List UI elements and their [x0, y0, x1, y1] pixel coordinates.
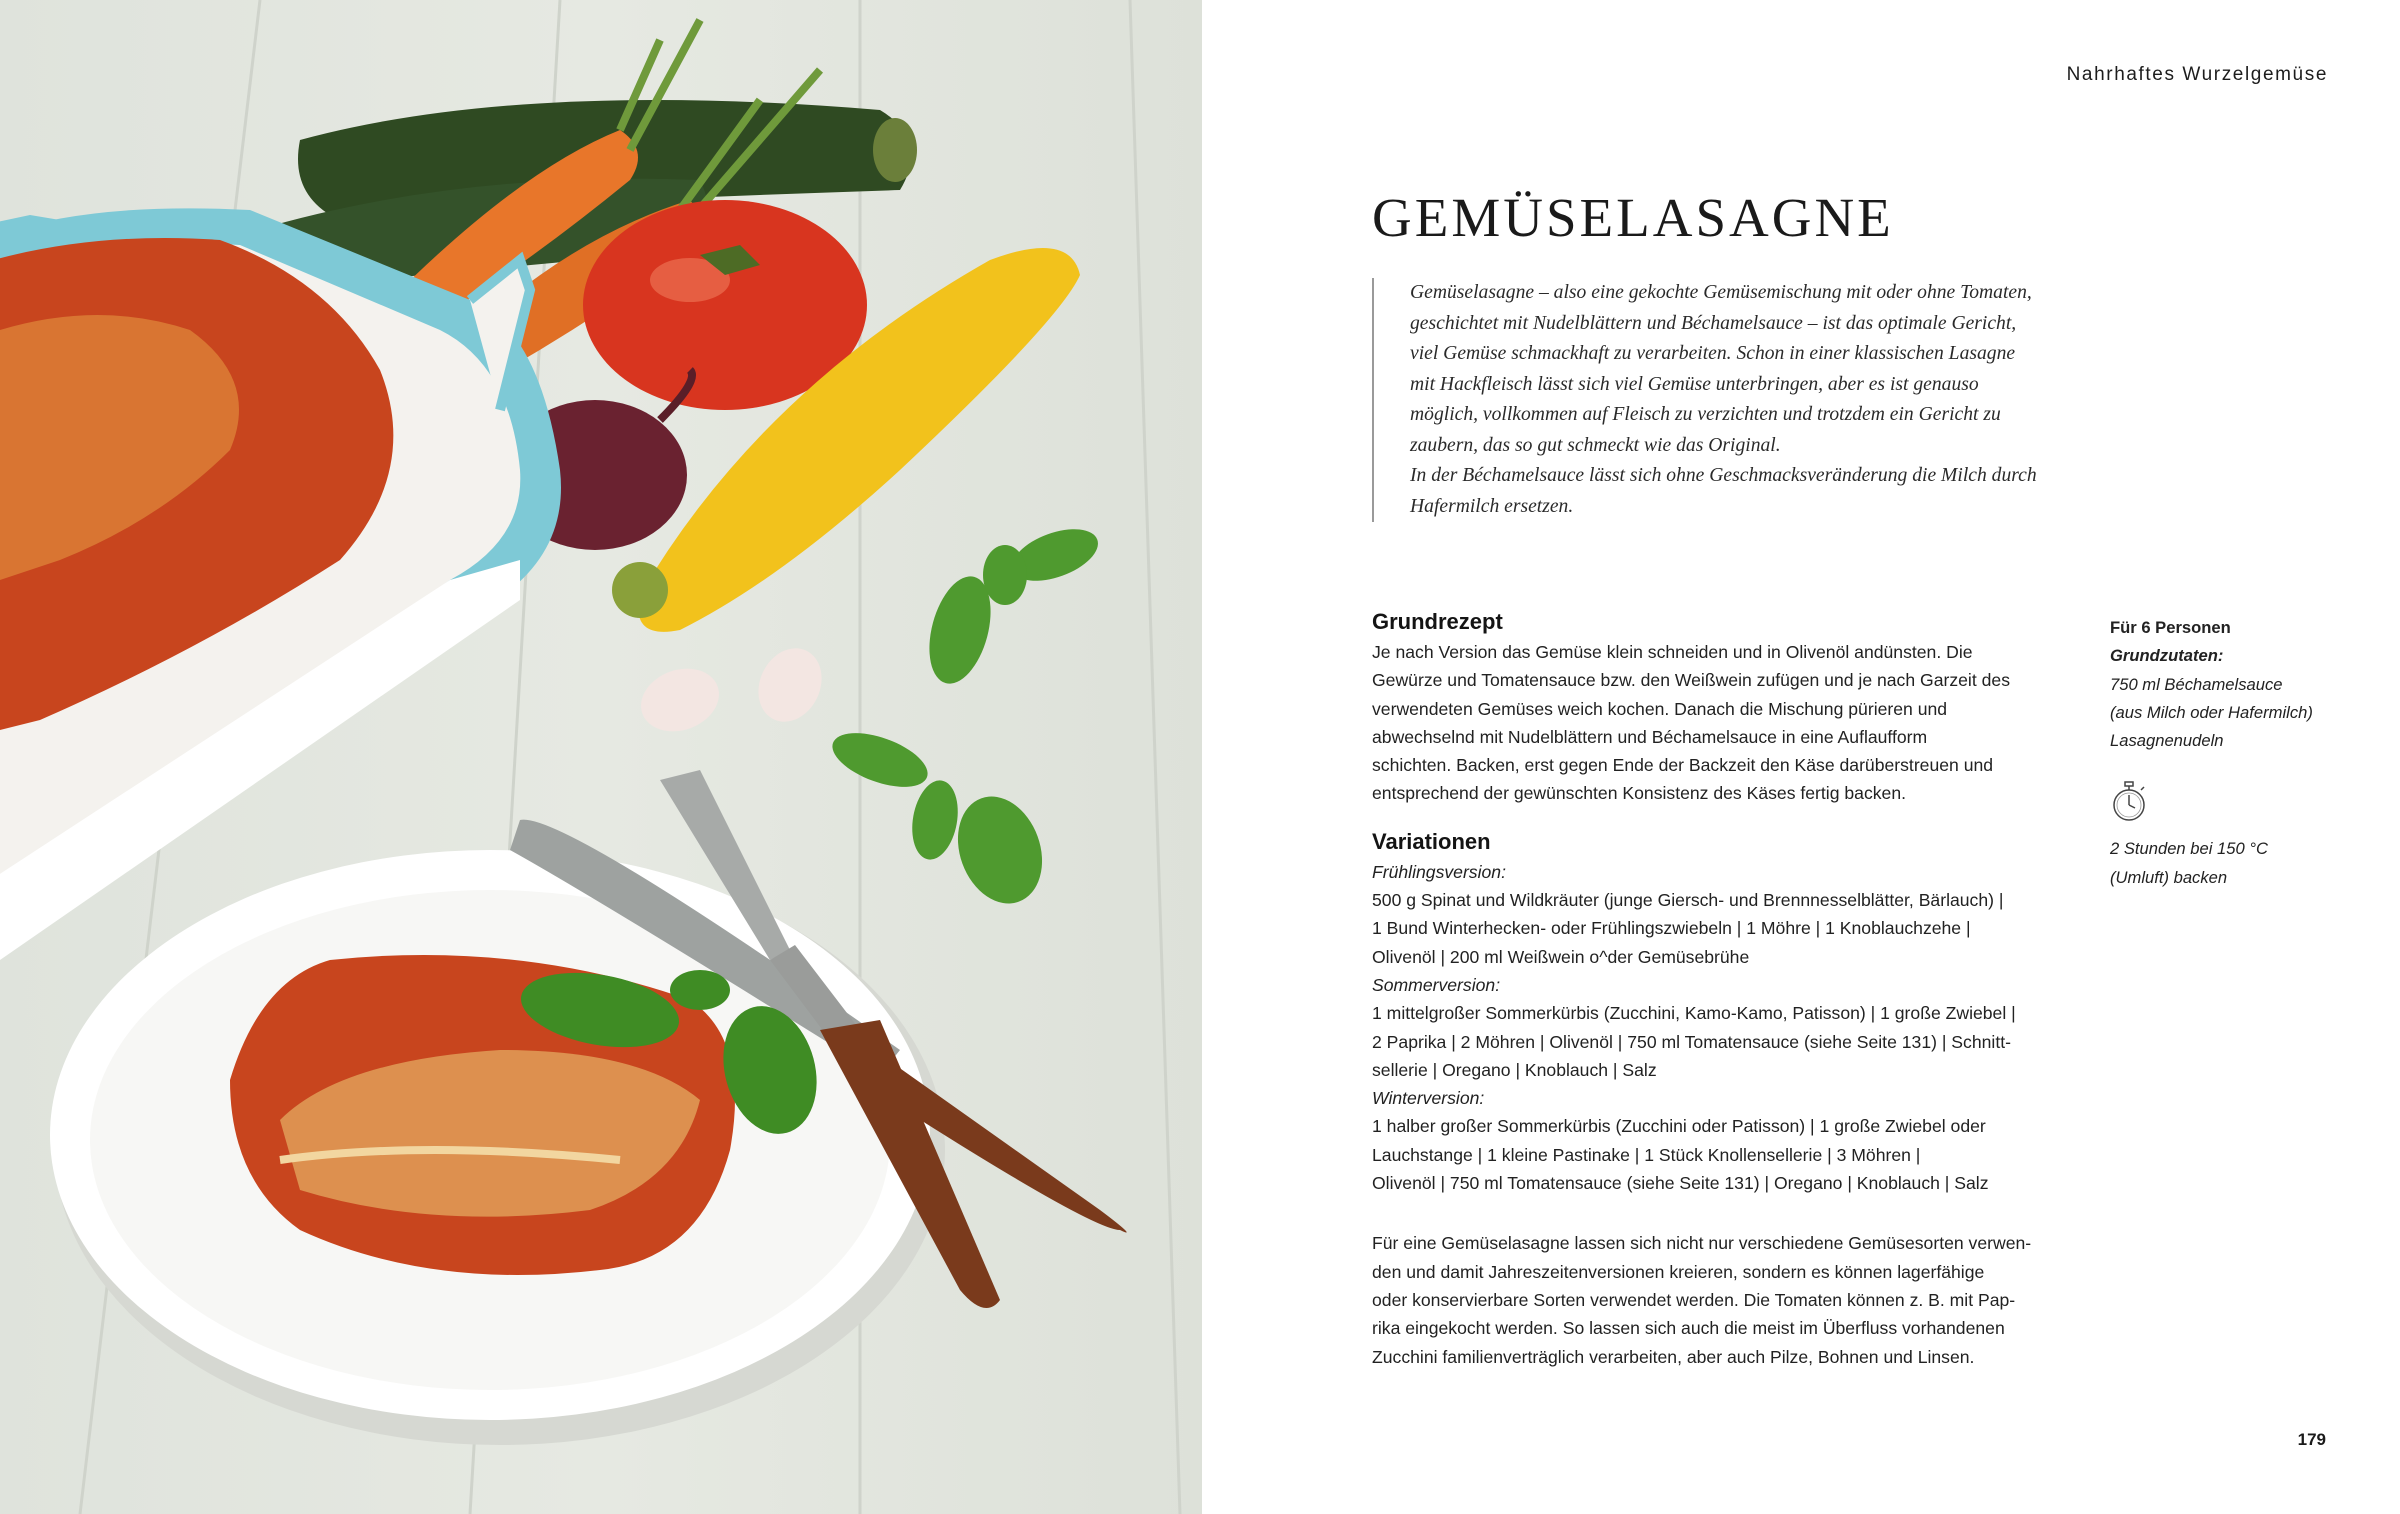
outro-line: oder konservierbare Sorten verwendet werden. Die Tomaten können z. B. mit Pap- — [1372, 1289, 2016, 1310]
recipe-body — [1372, 606, 2072, 1371]
winter-line: Olivenöl | 750 ml Tomatensauce (siehe Seite 131) | Oregano | Knoblauch | Salz — [1372, 1173, 1989, 1194]
intro-line: viel Gemüse schmackhaft zu verarbeiten. Schon in einer klassischen Lasagne — [1410, 343, 2016, 364]
variationen-heading: Variationen — [1372, 828, 1491, 854]
intro-line: geschichtet mit Nudelblättern und Béchamelsauce – ist das optimale Gericht, — [1410, 312, 2017, 334]
intro-line: zaubern, das so gut schmeckt wie das Original. — [1410, 434, 1781, 456]
fruehling-line: 1 Bund Winterhecken- oder Frühlingszwiebeln | 1 Möhre | 1 Knoblauchzehe | — [1372, 918, 1971, 939]
grundrezept-line: Gewürze und Tomatensauce bzw. den Weißwein zufügen und je nach Garzeit des — [1372, 670, 2010, 691]
recipe-page — [1202, 0, 2400, 1514]
sommer-line: 2 Paprika | 2 Möhren | Olivenöl | 750 ml Tomatensauce (siehe Seite 131) | Schnitt- — [1372, 1031, 2011, 1052]
outro-line: rika eingekocht werden. So lassen sich auch die meist im Überfluss vorhandenen — [1372, 1318, 2005, 1339]
recipe-sidebar — [2110, 614, 2340, 892]
winter-line: Lauchstange | 1 kleine Pastinake | 1 Stück Knollensellerie | 3 Möhren | — [1372, 1144, 1921, 1165]
intro-line: In der Béchamelsauce lässt sich ohne Geschmacksveränderung die Milch durch — [1410, 465, 2037, 486]
intro-text — [1372, 278, 2090, 522]
winter-label: Winterversion: — [1372, 1088, 1485, 1109]
grundrezept-line: schichten. Backen, erst gegen Ende der Backzeit den Käse darüberstreuen und — [1372, 755, 1994, 776]
outro-line: Für eine Gemüselasagne lassen sich nicht nur verschiedene Gemüsesorten verwen- — [1372, 1233, 2032, 1254]
ingredients-label: Grundzutaten: — [2110, 646, 2224, 666]
grundrezept-line: Je nach Version das Gemüse klein schneiden und in Olivenöl andünsten. Die — [1372, 642, 1973, 662]
fruehling-label: Frühlingsversion: — [1372, 861, 1506, 882]
intro-line: Hafermilch ersetzen. — [1410, 495, 1574, 517]
outro-line: den und damit Jahreszeitenversionen kreieren, sondern es können lagerfähige — [1372, 1261, 1985, 1282]
running-head: Nahrhaftes Wurzelgemüse — [2066, 64, 2328, 85]
intro-line: Gemüselasagne – also eine gekochte Gemüsemischung mit oder ohne Tomaten, — [1410, 282, 2032, 303]
outro-line: Zucchini familienverträglich verarbeiten, aber auch Pilze, Bohnen und Linsen. — [1372, 1346, 1975, 1367]
ingredient-item: 750 ml Béchamelsauce — [2110, 674, 2283, 694]
sommer-label: Sommerversion: — [1372, 974, 1501, 995]
garlic-cloves — [632, 638, 833, 742]
grundrezept-line: abwechselnd mit Nudelblättern und Béchamelsauce in eine Auflaufform — [1372, 726, 1928, 747]
page-number: 179 — [2297, 1430, 2326, 1449]
recipe-title: GEMÜSELASAGNE — [1372, 187, 1894, 248]
ingredient-item: (aus Milch oder Hafermilch) — [2110, 702, 2313, 722]
grundrezept-line: verwendeten Gemüses weich kochen. Danach die Mischung pürieren und — [1372, 698, 1948, 719]
baking-line: 2 Stunden bei 150 °C — [2110, 839, 2268, 859]
ingredient-item: Lasagnenudeln — [2110, 731, 2224, 751]
intro-line: möglich, vollkommen auf Fleisch zu verzichten und trotzdem ein Gericht zu — [1410, 404, 2001, 425]
grundrezept-line: entsprechend der gewünschten Konsistenz des Käses fertig backen. — [1372, 783, 1907, 804]
sommer-line: sellerie | Oregano | Knoblauch | Salz — [1372, 1059, 1657, 1080]
stopwatch-icon — [2110, 781, 2148, 823]
fruehling-line: Olivenöl | 200 ml Weißwein o^der Gemüsebrühe — [1372, 946, 1750, 967]
intro-line: mit Hackfleisch lässt sich viel Gemüse unterbringen, aber es ist genauso — [1410, 373, 1979, 395]
baking-line: (Umluft) backen — [2110, 867, 2228, 887]
baking-dish — [0, 208, 561, 960]
grundrezept-heading: Grundrezept — [1372, 609, 1503, 634]
fruehling-line: 500 g Spinat und Wildkräuter (junge Giersch- und Brennnesselblätter, Bärlauch) | — [1372, 890, 2004, 911]
servings: Für 6 Personen — [2110, 618, 2231, 637]
winter-line: 1 halber großer Sommerkürbis (Zucchini oder Patisson) | 1 große Zwiebel oder — [1372, 1116, 1986, 1137]
sommer-line: 1 mittelgroßer Sommerkürbis (Zucchini, Kamo-Kamo, Patisson) | 1 große Zwiebel | — [1372, 1003, 2016, 1024]
basil-leaves — [825, 519, 1104, 915]
